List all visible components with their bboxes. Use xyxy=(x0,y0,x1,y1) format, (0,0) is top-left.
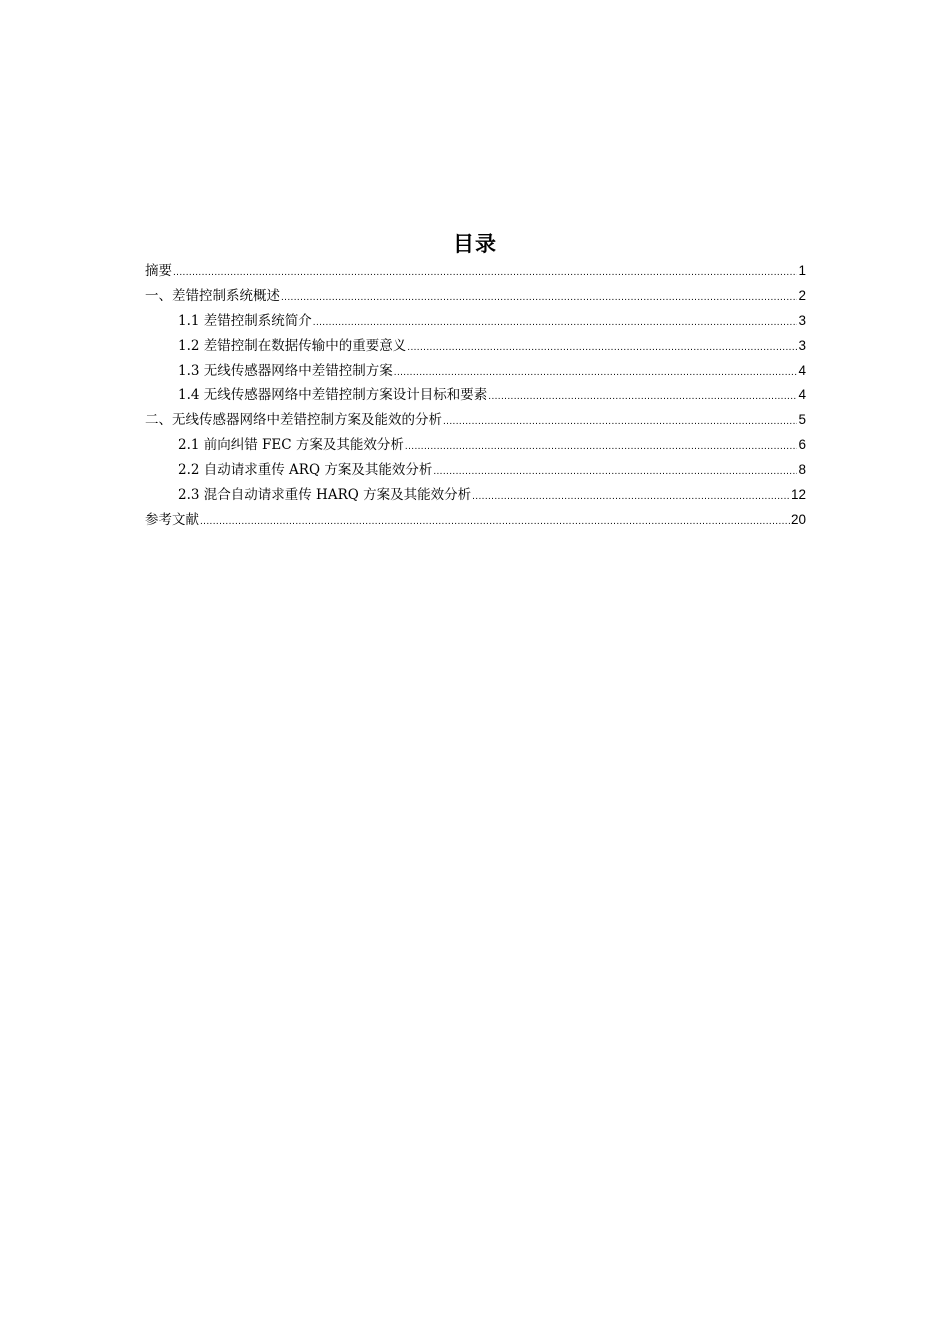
toc-entry-label: 1.4 无线传感器网络中差错控制方案设计目标和要素 xyxy=(178,387,488,404)
toc-entry-label: 1.1 差错控制系统简介 xyxy=(178,312,312,329)
toc-dot-leader xyxy=(200,512,790,532)
toc-dot-leader xyxy=(313,313,798,333)
toc-entry-label: 2.1 前向纠错 FEC 方案及其能效分析 xyxy=(178,437,404,454)
toc-entry-label: 1.3 无线传感器网络中差错控制方案 xyxy=(178,362,393,379)
toc-dot-leader xyxy=(488,387,797,407)
toc-entry-page: 3 xyxy=(798,312,806,328)
toc-entry-label: 二、无线传感器网络中差错控制方案及能效的分析 xyxy=(145,412,442,429)
toc-entry-label: 摘要 xyxy=(145,263,172,279)
toc-entry-label: 1.2 差错控制在数据传输中的重要意义 xyxy=(178,337,407,354)
toc-dot-leader xyxy=(407,338,797,358)
toc-entry-label: 参考文献 xyxy=(145,511,199,528)
toc-entry-1-4[interactable] xyxy=(145,385,806,410)
toc-entry-abstract[interactable] xyxy=(145,261,806,286)
toc-entry-page: 4 xyxy=(798,387,806,403)
toc-entry-chapter-2[interactable] xyxy=(145,410,806,435)
toc-entry-1-2[interactable] xyxy=(145,336,806,361)
toc-dot-leader xyxy=(443,412,797,432)
toc-entry-page: 20 xyxy=(790,511,806,527)
toc-dot-leader xyxy=(394,363,798,383)
toc-entry-2-1[interactable] xyxy=(145,435,806,460)
toc-entry-label: 2.3 混合自动请求重传 HARQ 方案及其能效分析 xyxy=(178,487,472,504)
toc-entry-2-3[interactable] xyxy=(145,485,806,510)
toc-entry-page: 8 xyxy=(798,462,806,478)
toc-entry-page: 2 xyxy=(798,287,806,303)
toc-dot-leader xyxy=(281,288,797,308)
toc-title: 目录 xyxy=(453,232,497,256)
toc-entry-chapter-1[interactable] xyxy=(145,286,806,311)
toc-entry-label: 2.2 自动请求重传 ARQ 方案及其能效分析 xyxy=(178,462,433,479)
toc-entry-2-2[interactable] xyxy=(145,460,806,485)
toc-entry-page: 3 xyxy=(798,337,806,353)
toc-entry-1-1[interactable] xyxy=(145,311,806,336)
toc-entry-page: 12 xyxy=(790,487,806,503)
toc-entry-label: 一、差错控制系统概述 xyxy=(145,287,280,304)
toc-entry-page: 4 xyxy=(798,362,806,378)
toc-entry-page: 5 xyxy=(798,412,806,428)
table-of-contents xyxy=(145,261,806,535)
toc-dot-leader xyxy=(472,487,790,507)
toc-entry-page: 1 xyxy=(798,263,806,278)
toc-entry-page: 6 xyxy=(798,437,806,453)
toc-entry-references[interactable] xyxy=(145,510,806,535)
toc-dot-leader xyxy=(433,462,797,482)
toc-dot-leader xyxy=(405,437,798,457)
toc-entry-1-3[interactable] xyxy=(145,361,806,386)
toc-dot-leader xyxy=(173,263,797,283)
